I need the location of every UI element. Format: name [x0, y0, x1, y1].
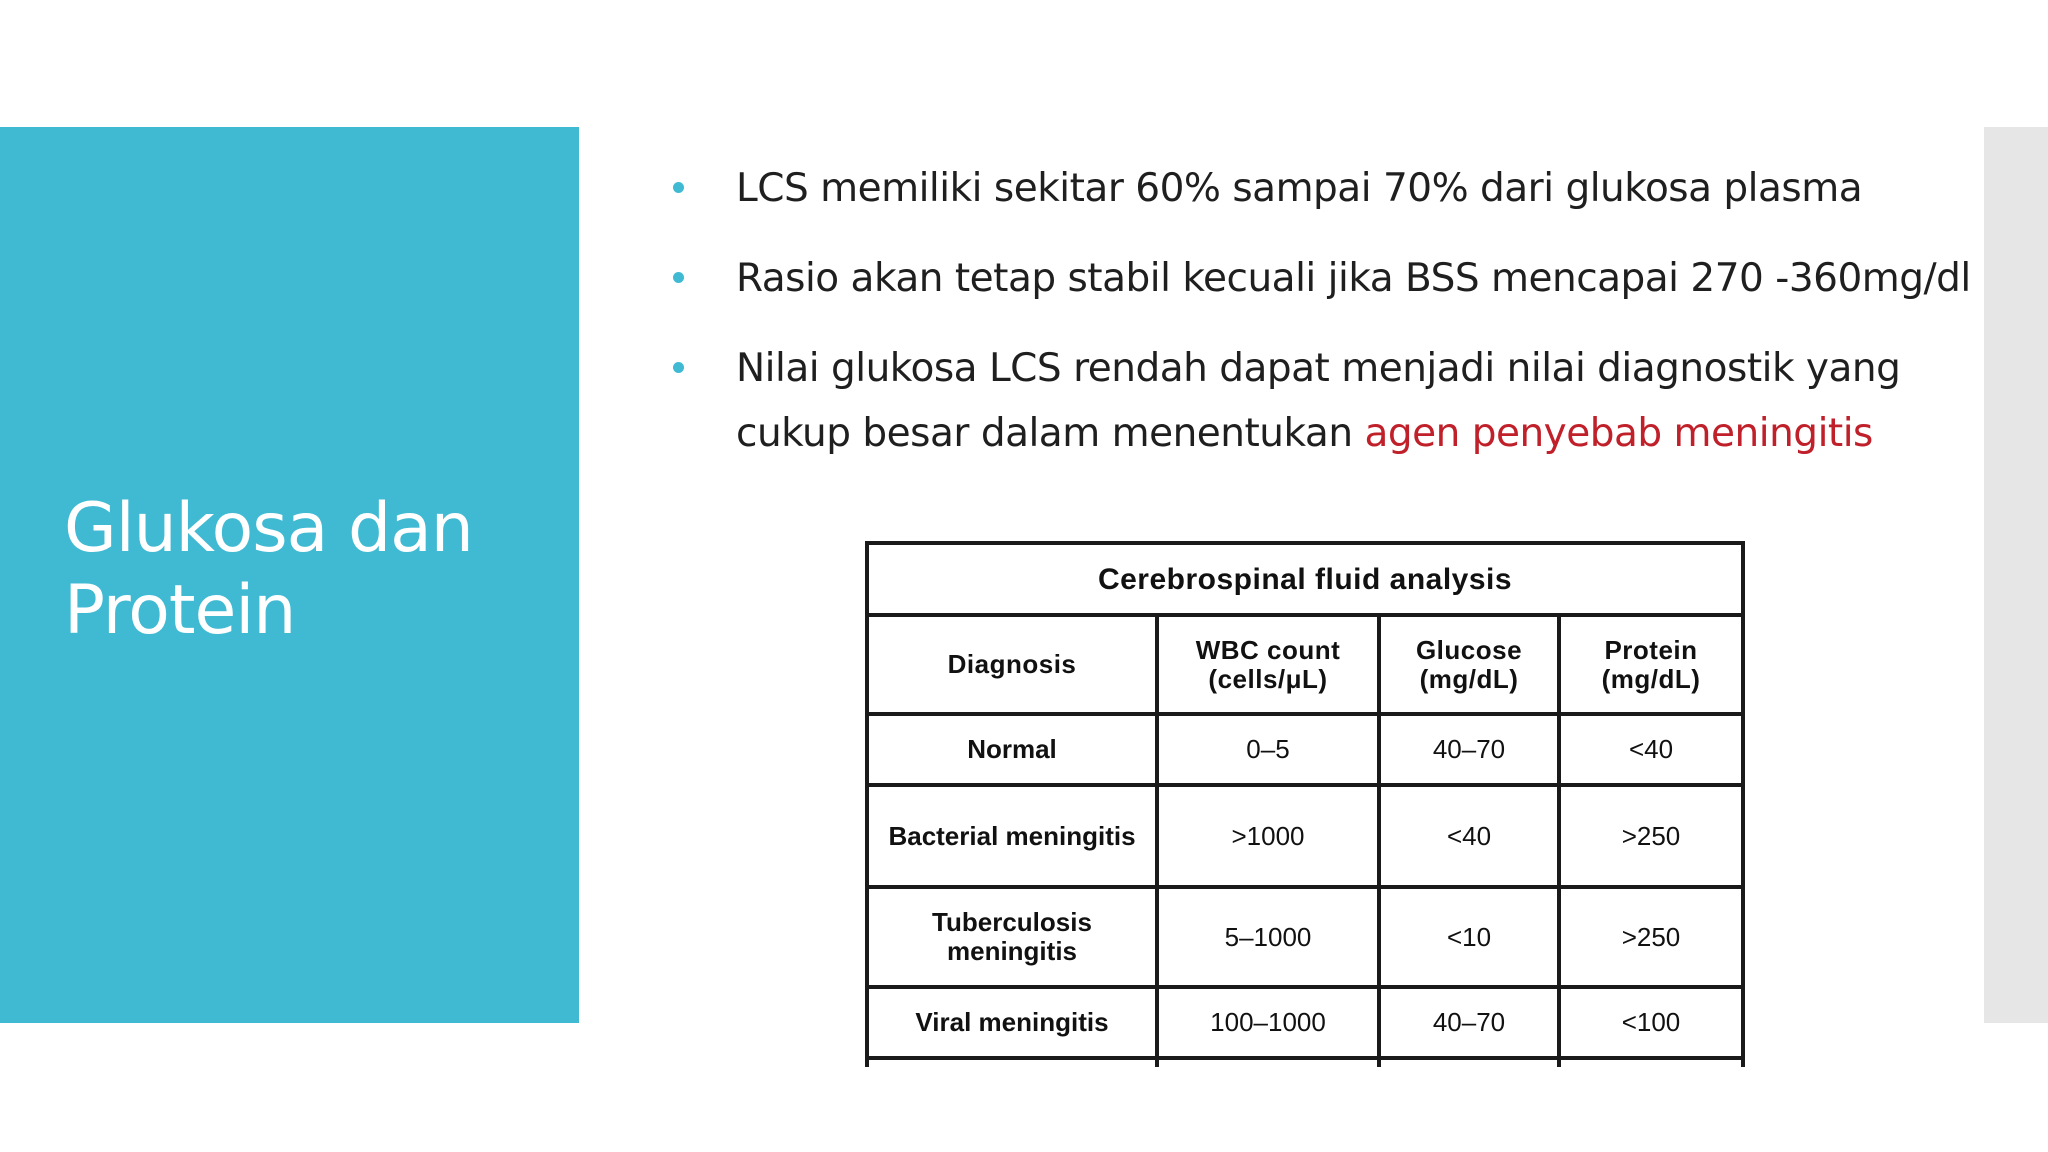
table-row — [867, 785, 1743, 887]
header-wbc: WBC count (cells/μL) — [1157, 615, 1379, 714]
bullet-dot-icon — [673, 272, 684, 283]
cell-wbc: 0–5 — [1157, 714, 1379, 785]
bullet-item-glucose-ratio — [662, 156, 1972, 221]
table-caption: Cerebrospinal fluid analysis — [867, 543, 1743, 615]
bullet-list — [662, 156, 1972, 491]
right-side-strip — [1984, 127, 2048, 1023]
cell-wbc: >1000 — [1157, 785, 1379, 887]
bullet-item-diagnostic-value — [662, 336, 1972, 466]
bullet-text: Rasio akan tetap stabil kecuali jika BSS mencapai 270 -360mg/dl — [736, 256, 1971, 301]
cell-glucose: <10 — [1379, 887, 1559, 987]
bullet-dot-icon — [673, 182, 684, 193]
cell-wbc: 5–1000 — [1157, 887, 1379, 987]
cell-diagnosis: Tuberculosis meningitis — [867, 887, 1157, 987]
cell-glucose: 40–70 — [1379, 987, 1559, 1058]
slide-title — [64, 488, 564, 652]
cell-protein: >250 — [1559, 785, 1743, 887]
csf-analysis-table — [865, 541, 1745, 1067]
bullet-item-ratio-stable — [662, 246, 1972, 311]
table-row — [867, 987, 1743, 1058]
csf-table-figure — [865, 541, 1745, 1067]
cell-protein: <100 — [1559, 987, 1743, 1058]
cell-glucose: 40–70 — [1379, 714, 1559, 785]
header-protein: Protein (mg/dL) — [1559, 615, 1743, 714]
cell-protein: <40 — [1559, 714, 1743, 785]
bullet-highlight-text: agen penyebab meningitis — [1364, 411, 1873, 456]
header-diagnosis: Diagnosis — [867, 615, 1157, 714]
table-row — [867, 714, 1743, 785]
cell-diagnosis: Normal — [867, 714, 1157, 785]
cell-diagnosis: Bacterial meningitis — [867, 785, 1157, 887]
slide-title-line-2: Protein — [64, 571, 296, 650]
cell-diagnosis: Viral meningitis — [867, 987, 1157, 1058]
table-row — [867, 887, 1743, 987]
cell-protein: >250 — [1559, 887, 1743, 987]
bullet-text: Nilai glukosa LCS rendah dapat menjadi nilai diagnostik yang cukup besar dalam menentukan — [736, 346, 1901, 456]
cell-glucose: <40 — [1379, 785, 1559, 887]
bullet-dot-icon — [673, 362, 684, 373]
bullet-text: LCS memiliki sekitar 60% sampai 70% dari glukosa plasma — [736, 166, 1863, 211]
table-row-cut-off — [867, 1058, 1743, 1067]
header-glucose: Glucose (mg/dL) — [1379, 615, 1559, 714]
table-header-row — [867, 615, 1743, 714]
cell-wbc: 100–1000 — [1157, 987, 1379, 1058]
slide-title-line-1: Glukosa dan — [64, 489, 473, 568]
